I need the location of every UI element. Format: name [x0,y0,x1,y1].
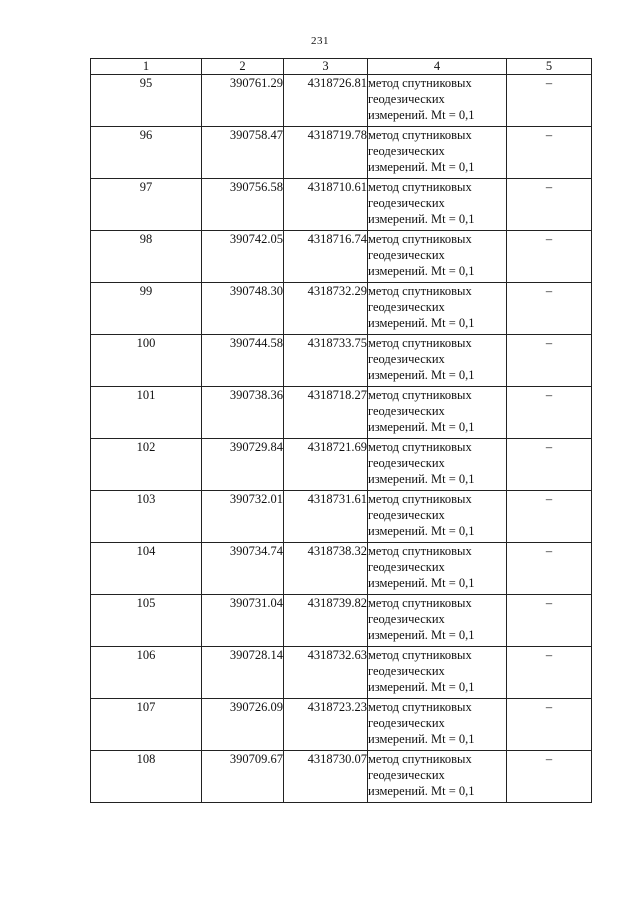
table-row [91,439,592,491]
x-coordinate-cell: 390728.14 [202,647,284,699]
x-coordinate-cell: 390761.29 [202,75,284,127]
note-cell: – [507,75,592,127]
note-cell: – [507,595,592,647]
table-row [91,647,592,699]
coordinates-table [90,58,592,803]
note-cell: – [507,387,592,439]
point-number-cell: 104 [91,543,202,595]
note-cell: – [507,283,592,335]
table-row [91,491,592,543]
x-coordinate-cell: 390748.30 [202,283,284,335]
method-cell: метод спутниковых геодезических измерений. Mt = 0,1 [368,335,507,387]
point-number-cell: 107 [91,699,202,751]
y-coordinate-cell: 4318732.63 [284,647,368,699]
y-coordinate-cell: 4318733.75 [284,335,368,387]
x-coordinate-cell: 390729.84 [202,439,284,491]
y-coordinate-cell: 4318731.61 [284,491,368,543]
y-coordinate-cell: 4318716.74 [284,231,368,283]
y-coordinate-cell: 4318718.27 [284,387,368,439]
header-col-1: 1 [91,59,202,75]
method-cell: метод спутниковых геодезических измерений. Mt = 0,1 [368,75,507,127]
x-coordinate-cell: 390734.74 [202,543,284,595]
note-cell: – [507,179,592,231]
point-number-cell: 105 [91,595,202,647]
table-row [91,387,592,439]
x-coordinate-cell: 390744.58 [202,335,284,387]
y-coordinate-cell: 4318730.07 [284,751,368,803]
method-cell: метод спутниковых геодезических измерений. Mt = 0,1 [368,231,507,283]
x-coordinate-cell: 390731.04 [202,595,284,647]
y-coordinate-cell: 4318721.69 [284,439,368,491]
point-number-cell: 95 [91,75,202,127]
point-number-cell: 103 [91,491,202,543]
header-row [91,59,592,75]
note-cell: – [507,751,592,803]
method-cell: метод спутниковых геодезических измерений. Mt = 0,1 [368,491,507,543]
x-coordinate-cell: 390742.05 [202,231,284,283]
method-cell: метод спутниковых геодезических измерений. Mt = 0,1 [368,699,507,751]
note-cell: – [507,335,592,387]
y-coordinate-cell: 4318710.61 [284,179,368,231]
table-row [91,179,592,231]
table-row [91,335,592,387]
table-row [91,75,592,127]
point-number-cell: 102 [91,439,202,491]
header-col-3: 3 [284,59,368,75]
x-coordinate-cell: 390756.58 [202,179,284,231]
method-cell: метод спутниковых геодезических измерений. Mt = 0,1 [368,439,507,491]
method-cell: метод спутниковых геодезических измерений. Mt = 0,1 [368,647,507,699]
table-body [91,75,592,803]
method-cell: метод спутниковых геодезических измерений. Mt = 0,1 [368,387,507,439]
table-row [91,595,592,647]
method-cell: метод спутниковых геодезических измерений. Mt = 0,1 [368,127,507,179]
point-number-cell: 98 [91,231,202,283]
x-coordinate-cell: 390709.67 [202,751,284,803]
y-coordinate-cell: 4318738.32 [284,543,368,595]
y-coordinate-cell: 4318732.29 [284,283,368,335]
header-col-2: 2 [202,59,284,75]
note-cell: – [507,231,592,283]
table-row [91,543,592,595]
method-cell: метод спутниковых геодезических измерений. Mt = 0,1 [368,283,507,335]
method-cell: метод спутниковых геодезических измерений. Mt = 0,1 [368,543,507,595]
table-row [91,751,592,803]
point-number-cell: 100 [91,335,202,387]
y-coordinate-cell: 4318719.78 [284,127,368,179]
method-cell: метод спутниковых геодезических измерений. Mt = 0,1 [368,751,507,803]
y-coordinate-cell: 4318739.82 [284,595,368,647]
x-coordinate-cell: 390758.47 [202,127,284,179]
header-col-4: 4 [368,59,507,75]
note-cell: – [507,439,592,491]
method-cell: метод спутниковых геодезических измерений. Mt = 0,1 [368,595,507,647]
note-cell: – [507,543,592,595]
point-number-cell: 97 [91,179,202,231]
x-coordinate-cell: 390732.01 [202,491,284,543]
y-coordinate-cell: 4318723.23 [284,699,368,751]
note-cell: – [507,127,592,179]
method-cell: метод спутниковых геодезических измерений. Mt = 0,1 [368,179,507,231]
point-number-cell: 96 [91,127,202,179]
page-number: 231 [311,35,329,47]
table-row [91,699,592,751]
point-number-cell: 99 [91,283,202,335]
table-header [91,59,592,75]
point-number-cell: 106 [91,647,202,699]
y-coordinate-cell: 4318726.81 [284,75,368,127]
note-cell: – [507,699,592,751]
table-row [91,231,592,283]
note-cell: – [507,491,592,543]
table-row [91,127,592,179]
x-coordinate-cell: 390738.36 [202,387,284,439]
x-coordinate-cell: 390726.09 [202,699,284,751]
table-row [91,283,592,335]
header-col-5: 5 [507,59,592,75]
note-cell: – [507,647,592,699]
point-number-cell: 101 [91,387,202,439]
point-number-cell: 108 [91,751,202,803]
